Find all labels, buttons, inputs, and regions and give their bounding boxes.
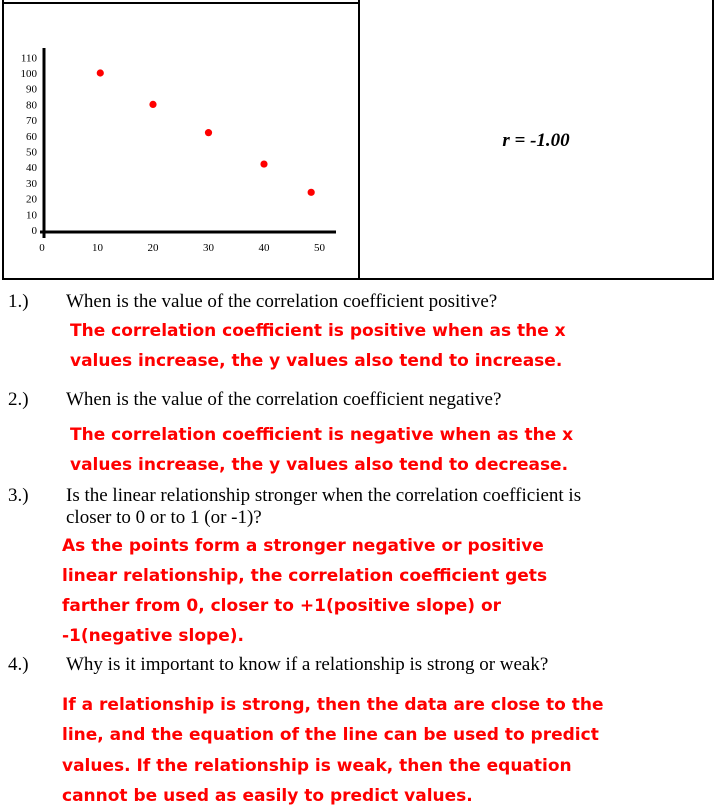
question-text: When is the value of the correlation coefficient negative? bbox=[66, 389, 502, 410]
x-tick-label: 40 bbox=[258, 242, 270, 254]
x-tick-label: 50 bbox=[314, 242, 325, 254]
y-tick-label: 40 bbox=[26, 162, 37, 175]
scatter-plot bbox=[0, 0, 360, 280]
answer-line: farther from 0, closer to +1(positive slope) or bbox=[62, 596, 502, 616]
data-point bbox=[308, 189, 315, 196]
answer-line: cannot be used as easily to predict values. bbox=[62, 786, 473, 806]
answer-line: The correlation coefficient is positive when as the x bbox=[70, 321, 566, 341]
data-point bbox=[260, 160, 267, 167]
question-text: closer to 0 or to 1 (or -1)? bbox=[66, 507, 262, 528]
y-tick-label: 70 bbox=[26, 115, 37, 128]
answer-line: -1(negative slope). bbox=[62, 626, 244, 646]
y-tick-label: 80 bbox=[26, 99, 37, 112]
question-number: 3.) bbox=[8, 485, 29, 506]
y-tick-label: 0 bbox=[31, 225, 37, 237]
question-text: Why is it important to know if a relationship is strong or weak? bbox=[66, 654, 549, 675]
answer-line: values increase, the y values also tend to decrease. bbox=[70, 455, 569, 475]
answer-line: line, and the equation of the line can be used to predict bbox=[62, 725, 599, 745]
answer-line: If a relationship is strong, then the data are close to the bbox=[62, 695, 604, 715]
y-tick-label: 100 bbox=[20, 68, 37, 80]
data-point bbox=[205, 129, 212, 136]
question-number: 2.) bbox=[8, 389, 29, 410]
y-tick-label: 30 bbox=[26, 177, 37, 190]
answer-line: values. If the relationship is weak, then the equation bbox=[62, 756, 572, 776]
answer-line: values increase, the y values also tend to increase. bbox=[70, 351, 563, 371]
data-point bbox=[149, 101, 156, 108]
y-tick-label: 60 bbox=[26, 130, 37, 143]
data-point bbox=[97, 69, 104, 76]
answer-line: linear relationship, the correlation coefficient gets bbox=[62, 566, 548, 586]
question-number: 1.) bbox=[8, 291, 29, 312]
y-tick-label: 50 bbox=[26, 146, 37, 159]
question-text: Is the linear relationship stronger when the correlation coefficient is bbox=[66, 485, 582, 506]
question-number: 4.) bbox=[8, 654, 29, 675]
y-tick-label: 90 bbox=[26, 83, 37, 96]
question-text: When is the value of the correlation coefficient positive? bbox=[66, 291, 498, 312]
answer-line: As the points form a stronger negative or positive bbox=[62, 536, 544, 556]
correlation-value: r = -1.00 bbox=[502, 130, 570, 151]
y-tick-label: 20 bbox=[26, 193, 37, 206]
x-tick-label: 10 bbox=[92, 242, 103, 254]
y-tick-label: 110 bbox=[20, 52, 37, 65]
y-tick-label: 10 bbox=[26, 209, 37, 222]
x-tick-label: 20 bbox=[147, 242, 159, 254]
x-tick-label: 30 bbox=[203, 242, 214, 254]
x-tick-label: 0 bbox=[39, 242, 45, 254]
answer-line: The correlation coefficient is negative when as the x bbox=[70, 425, 574, 445]
